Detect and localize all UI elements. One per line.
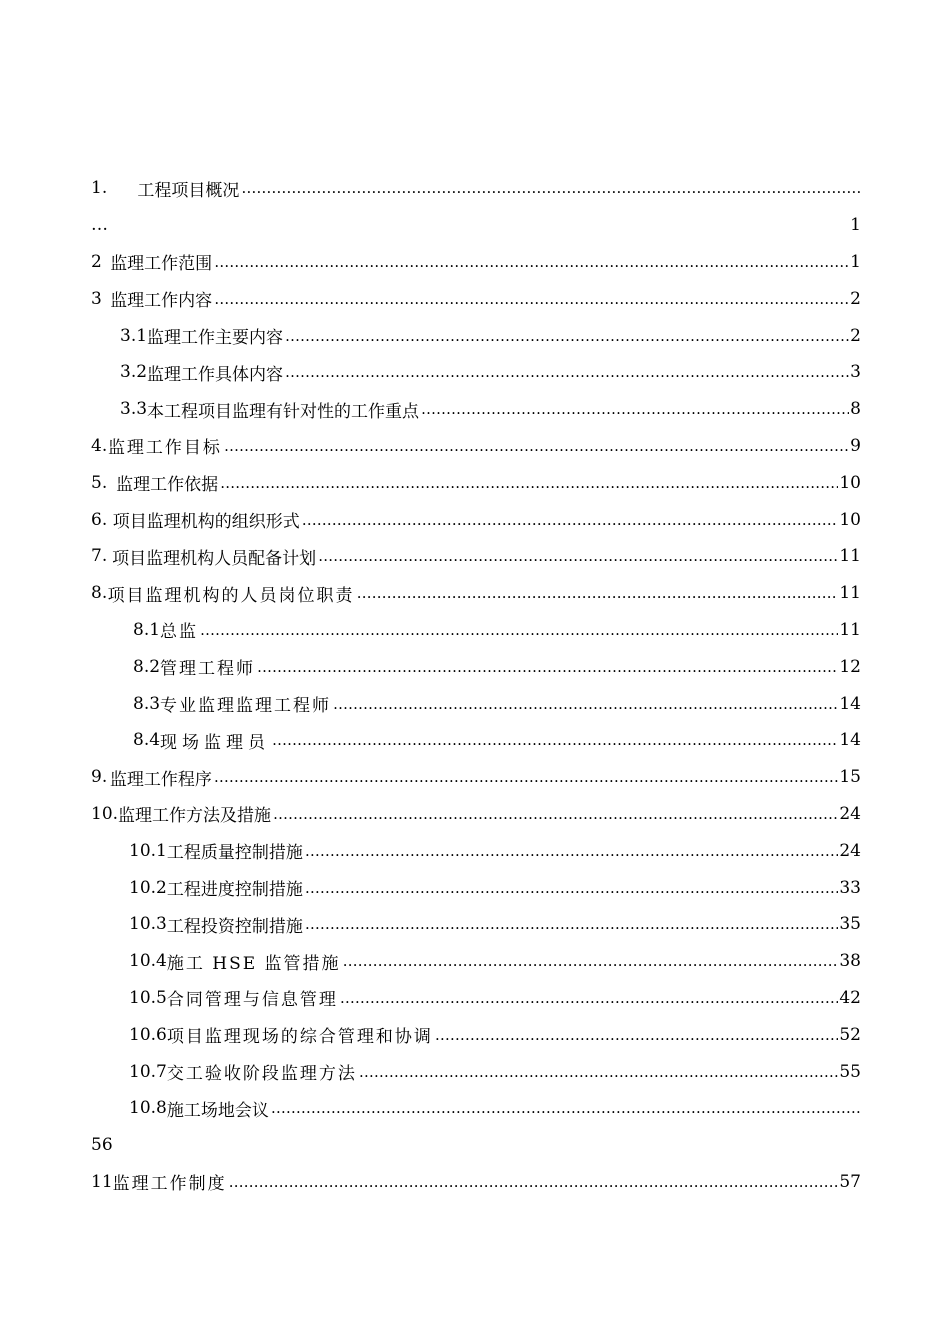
toc-leader-dots [343, 952, 839, 970]
toc-entry-title: 监理工作范围 [110, 254, 213, 275]
toc-leader-dots [305, 915, 839, 933]
toc-entry-title: 监理工作方法及措施 [118, 806, 272, 827]
toc-entry[interactable] [91, 464, 861, 501]
toc-leader-dots [214, 768, 839, 786]
toc-entry-number: 1. [91, 178, 108, 199]
toc-entry[interactable] [91, 869, 861, 906]
toc-entry-number: 10.7 [129, 1061, 167, 1082]
toc-page-number: 1 [850, 251, 861, 272]
toc-leader-dots [305, 842, 839, 860]
toc-entry-number: 10.5 [129, 987, 167, 1008]
toc-page-number: 11 [839, 546, 861, 567]
toc-page-number: 12 [839, 656, 861, 677]
toc-leader-dots [273, 805, 838, 823]
toc-page-number: 11 [839, 583, 861, 604]
toc-page-number: 24 [839, 803, 861, 824]
toc-entry[interactable] [91, 685, 861, 722]
toc-page-number: 55 [839, 1061, 861, 1082]
toc-entry-title: 总监 [160, 622, 199, 643]
toc-leader-dots [435, 1026, 839, 1044]
toc-entry-title: 监理工作主要内容 [147, 328, 284, 349]
toc-leader-dots [305, 879, 839, 897]
toc-entry-title: 工程质量控制措施 [166, 843, 303, 864]
toc-leader-dots [214, 253, 849, 271]
toc-entry[interactable] [91, 1053, 861, 1090]
toc-entry-title: 工程进度控制措施 [166, 880, 303, 901]
toc-entry[interactable] [91, 1016, 861, 1053]
toc-leader-dots [241, 179, 860, 197]
toc-entry[interactable] [91, 354, 861, 391]
toc-entry-number: 10.6 [129, 1024, 167, 1045]
toc-leader-dots [359, 1063, 839, 1081]
toc-entry-title: 监理工作制度 [112, 1174, 227, 1195]
toc-leader-dots: … [91, 215, 108, 236]
toc-leader-dots [200, 621, 838, 639]
toc-page-number: 8 [850, 399, 861, 420]
toc-leader-dots [214, 290, 849, 308]
toc-page-number: 33 [839, 877, 861, 898]
toc-entry[interactable] [91, 391, 861, 428]
toc-entry-number: 8.2 [133, 656, 161, 677]
toc-leader-dots [302, 511, 839, 529]
toc-entry[interactable] [91, 906, 861, 943]
toc-entry[interactable] [91, 1164, 861, 1201]
toc-entry-number: 8.4 [133, 730, 161, 751]
toc-entry[interactable] [91, 1090, 861, 1127]
toc-entry-title: 施工场地会议 [166, 1100, 269, 1121]
toc-entry-title: 项目监理现场的综合管理和协调 [166, 1027, 433, 1048]
toc-page-number: 2 [850, 325, 861, 346]
toc-leader-dots [421, 400, 849, 418]
toc-entry-title: 监理工作依据 [116, 475, 219, 496]
toc-entry-title: 交工验收阶段监理方法 [166, 1064, 357, 1085]
toc-leader-dots [285, 363, 849, 381]
toc-page-number: 10 [839, 472, 861, 493]
toc-leader-dots [318, 547, 838, 565]
toc-page-number: 57 [839, 1171, 861, 1192]
toc-entry-number: 3.3 [120, 399, 148, 420]
toc-entry[interactable] [91, 244, 861, 281]
toc-page-number: 52 [839, 1024, 861, 1045]
toc-entry-number: 10.3 [129, 914, 167, 935]
toc-entry[interactable] [91, 575, 861, 612]
toc-entry[interactable] [91, 648, 861, 685]
toc-page-number: 9 [850, 435, 861, 456]
toc-leader-dots [229, 1173, 839, 1191]
toc-page-number: 3 [850, 362, 861, 383]
toc-leader-dots [272, 731, 838, 749]
toc-entry-number: 10.2 [129, 877, 167, 898]
toc-entry-continuation [91, 1127, 861, 1164]
toc-page-number: 35 [839, 914, 861, 935]
toc-entry-number: 7. [91, 546, 108, 567]
toc-entry[interactable] [91, 170, 861, 207]
toc-leader-dots [285, 327, 849, 345]
toc-entry-number: 3.1 [120, 325, 148, 346]
toc-entry-title: 监理工作内容 [110, 291, 213, 312]
table-of-contents [91, 170, 861, 1200]
toc-entry-number: 6. [91, 509, 108, 530]
toc-entry-title: 现场监理员 [160, 732, 271, 753]
toc-entry[interactable] [91, 796, 861, 833]
toc-leader-dots [224, 437, 849, 455]
toc-entry-number: 8. [91, 583, 108, 604]
toc-leader-dots [357, 584, 839, 602]
toc-entry-title: 工程投资控制措施 [166, 916, 303, 937]
toc-entry-title: 监理工作程序 [109, 769, 212, 790]
toc-page-number: 38 [839, 951, 861, 972]
toc-entry[interactable] [91, 943, 861, 980]
toc-entry-title: 监理工作具体内容 [147, 364, 284, 385]
toc-entry-number: 8.3 [133, 693, 161, 714]
toc-page-number: 14 [839, 730, 861, 751]
toc-entry-number: 11 [91, 1171, 113, 1192]
toc-entry[interactable] [91, 832, 861, 869]
toc-entry[interactable] [91, 722, 861, 759]
toc-page-number: 24 [839, 840, 861, 861]
toc-page-number: 56 [91, 1135, 113, 1156]
toc-entry-number: 8.1 [133, 619, 161, 640]
toc-page-number: 14 [839, 693, 861, 714]
toc-entry-title: 专业监理监理工程师 [160, 696, 332, 717]
toc-entry-number: 10.1 [129, 840, 167, 861]
toc-entry-title: 项目监理机构的组织形式 [112, 512, 300, 533]
toc-page-number: 2 [850, 288, 861, 309]
toc-leader-dots [257, 658, 838, 676]
toc-entry[interactable] [91, 538, 861, 575]
toc-entry-title: 项目监理机构人员配备计划 [112, 548, 317, 569]
toc-entry-number: 10.4 [129, 951, 167, 972]
toc-entry-title: 合同管理与信息管理 [166, 990, 338, 1011]
toc-entry[interactable] [91, 612, 861, 649]
toc-entry-title: 监理工作目标 [107, 438, 222, 459]
toc-leader-dots [333, 695, 838, 713]
toc-entry-number: 4. [91, 435, 108, 456]
toc-page-number: 42 [839, 987, 861, 1008]
toc-page-number: 11 [839, 619, 861, 640]
toc-entry-title: 工程项目概况 [137, 180, 240, 201]
toc-entry-number: 3 [91, 288, 102, 309]
toc-leader-dots [271, 1099, 860, 1117]
toc-entry[interactable] [91, 428, 861, 465]
toc-entry-number: 3.2 [120, 362, 148, 383]
toc-entry-number: 10. [91, 803, 119, 824]
toc-entry-continuation [91, 207, 861, 244]
toc-entry[interactable] [91, 759, 861, 796]
toc-entry[interactable] [91, 980, 861, 1017]
toc-entry-number: 2 [91, 251, 102, 272]
toc-entry-title: 管理工程师 [160, 659, 256, 680]
toc-entry-title: 施工 HSE 监管措施 [166, 953, 341, 974]
toc-page-number: 1 [850, 215, 861, 236]
toc-entry-title: 本工程项目监理有针对性的工作重点 [147, 401, 420, 422]
toc-leader-dots [340, 989, 839, 1007]
toc-entry-number: 10.8 [129, 1098, 167, 1119]
toc-entry[interactable] [91, 501, 861, 538]
toc-entry[interactable] [91, 317, 861, 354]
toc-page-number: 15 [839, 767, 861, 788]
toc-entry-number: 9. [91, 767, 108, 788]
toc-entry-number: 5. [91, 472, 108, 493]
toc-entry-title: 项目监理机构的人员岗位职责 [107, 585, 355, 606]
toc-page-number: 10 [839, 509, 861, 530]
toc-entry[interactable] [91, 280, 861, 317]
toc-leader-dots [220, 474, 838, 492]
